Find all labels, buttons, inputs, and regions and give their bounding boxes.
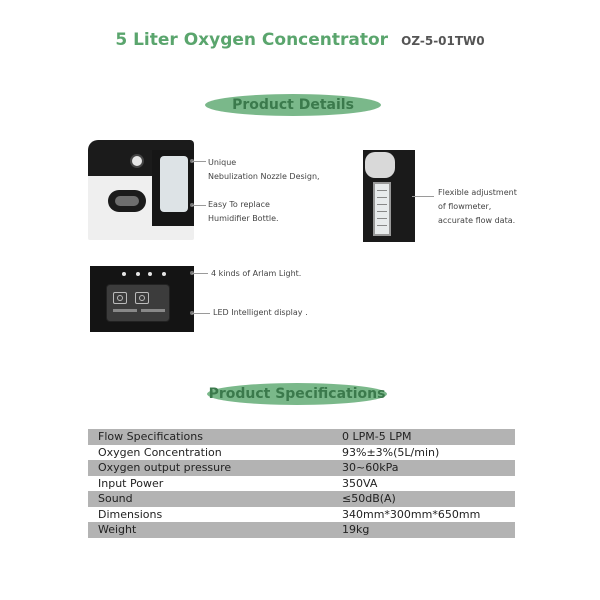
alarm-callout: 4 kinds of Arlam Light. (211, 269, 302, 278)
nozzle-callout (208, 156, 320, 184)
display-callout: LED Intelligent display . (213, 308, 308, 317)
spec-label: Oxygen output pressure (98, 461, 232, 474)
callout-leader (192, 205, 206, 206)
product-details-heading: Product Details (205, 94, 381, 116)
spec-value: 0 LPM-5 LPM (342, 430, 412, 443)
spec-value: 93%±3%(5L/min) (342, 445, 440, 459)
flowmeter-callout-line3: accurate flow data. (438, 216, 516, 225)
callout-leader (192, 161, 206, 162)
header (0, 30, 600, 50)
product-specifications-heading: Product Specifications (207, 383, 387, 405)
spec-label: Input Power (98, 476, 164, 490)
model-number: OZ-5-01TW0 (401, 34, 485, 48)
flowmeter-callout-line2: of flowmeter, (438, 202, 492, 211)
spec-value: 19kg (342, 523, 370, 536)
spec-value: 30~60kPa (342, 461, 399, 474)
callout-leader (192, 273, 208, 274)
callout-leader (192, 313, 210, 314)
table-row (88, 522, 515, 538)
spec-label: Dimensions (98, 507, 163, 521)
bottle-callout-line2: Humidifier Bottle. (208, 214, 279, 223)
flowmeter-photo (363, 150, 415, 242)
humidifier-photo (88, 140, 194, 240)
table-row (88, 429, 515, 445)
page-title: 5 Liter Oxygen Concentrator (115, 30, 389, 50)
spec-value: 340mm*300mm*650mm (342, 507, 481, 521)
bottle-callout-line1: Easy To replace (208, 200, 270, 209)
spec-label: Weight (98, 523, 137, 536)
table-row (88, 507, 515, 523)
table-row (88, 460, 515, 476)
spec-label: Oxygen Concentration (98, 445, 222, 459)
bottle-callout (208, 198, 279, 226)
spec-label: Sound (98, 492, 133, 505)
callout-leader (412, 196, 434, 197)
nozzle-callout-line2: Nebulization Nozzle Design, (208, 172, 320, 181)
spec-value: ≤50dB(A) (342, 492, 396, 505)
table-row (88, 491, 515, 507)
nozzle-callout-line1: Unique (208, 158, 237, 167)
flowmeter-callout-line1: Flexible adjustment (438, 188, 517, 197)
specs-table (88, 429, 515, 538)
spec-label: Flow Specifications (98, 430, 203, 443)
spec-value: 350VA (342, 476, 378, 490)
led-panel-photo (90, 266, 194, 332)
table-row (88, 445, 515, 461)
table-row (88, 476, 515, 492)
flowmeter-callout (438, 186, 517, 228)
